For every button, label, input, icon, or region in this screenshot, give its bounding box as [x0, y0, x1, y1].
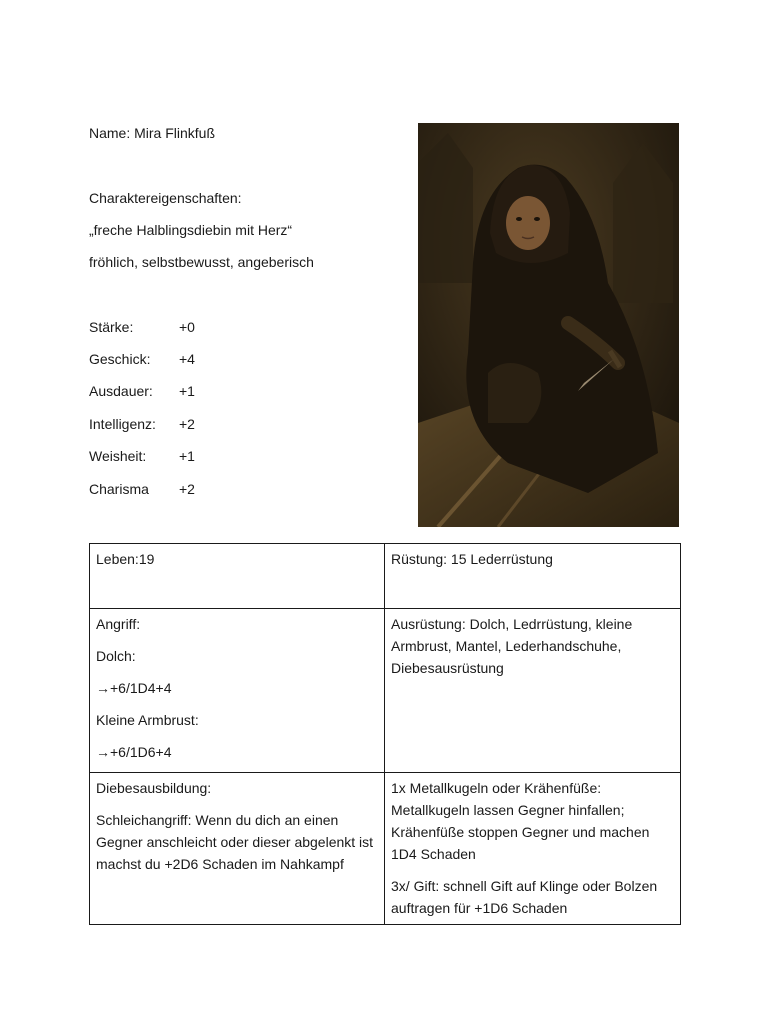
armbrust-line — [96, 741, 378, 763]
angriff-heading: Angriff: — [96, 616, 141, 632]
items-cell — [385, 773, 681, 925]
table-row — [90, 544, 681, 609]
gift-text: 3x/ Gift: schnell Gift auf Klinge oder Bolzen auftragen für +1D6 Schaden — [391, 878, 658, 916]
arrow-right-icon: → — [96, 744, 110, 760]
dolch-value: +6/1D4+4 — [110, 680, 172, 696]
leben-text: Leben:19 — [96, 551, 155, 567]
stat-label-staerke: Stärke: — [89, 319, 134, 335]
stat-label-intelligenz: Intelligenz: — [89, 416, 156, 432]
stat-value-ausdauer: +1 — [179, 383, 195, 399]
angriff-cell — [90, 609, 385, 773]
traits-heading: Charaktereigenschaften: — [89, 190, 242, 206]
ausruestung-text: Ausrüstung: Dolch, Ledrrüstung, kleine Armbrust, Mantel, Lederhandschuhe, Diebesausrüstung — [391, 616, 633, 676]
stat-label-ausdauer: Ausdauer: — [89, 383, 153, 399]
dolch-line — [96, 677, 378, 699]
character-traits: fröhlich, selbstbewusst, angeberisch — [89, 254, 314, 270]
diebesausbildung-heading: Diebesausbildung: — [96, 780, 212, 796]
arrow-right-icon: → — [96, 680, 110, 696]
ruestung-cell — [385, 544, 681, 609]
schleichangriff-text: Schleichangriff: Wenn du dich an einen Gegner anschleicht oder dieser abgelenkt ist machst du +2D6 Schaden im Nahkampf — [96, 812, 374, 872]
stat-value-staerke: +0 — [179, 319, 195, 335]
ausruestung-cell — [385, 609, 681, 773]
character-name: Name: Mira Flinkfuß — [89, 125, 216, 141]
stat-value-geschick: +4 — [179, 351, 195, 367]
stat-label-charisma: Charisma — [89, 481, 149, 497]
table-row — [90, 773, 681, 925]
armbrust-label: Kleine Armbrust: — [96, 712, 199, 728]
stat-value-weisheit: +1 — [179, 448, 195, 464]
hooded-halfling-thief-portrait-icon — [418, 123, 679, 527]
metallkugeln-text: 1x Metallkugeln oder Krähenfüße: Metallkugeln lassen Gegner hinfallen; Krähenfüße stoppen Gegner und machen 1D4 Schaden — [391, 780, 650, 862]
stat-value-charisma: +2 — [179, 481, 195, 497]
armbrust-value: +6/1D6+4 — [110, 744, 172, 760]
dolch-label: Dolch: — [96, 648, 136, 664]
ruestung-text: Rüstung: 15 Lederrüstung — [391, 551, 553, 567]
diebesausbildung-cell — [90, 773, 385, 925]
stats-table — [89, 543, 681, 925]
stat-value-intelligenz: +2 — [179, 416, 195, 432]
character-quote: „freche Halblingsdiebin mit Herz“ — [89, 222, 293, 238]
character-portrait — [418, 123, 679, 527]
stat-label-geschick: Geschick: — [89, 351, 151, 367]
leben-cell — [90, 544, 385, 609]
table-row — [90, 609, 681, 773]
stat-label-weisheit: Weisheit: — [89, 448, 147, 464]
